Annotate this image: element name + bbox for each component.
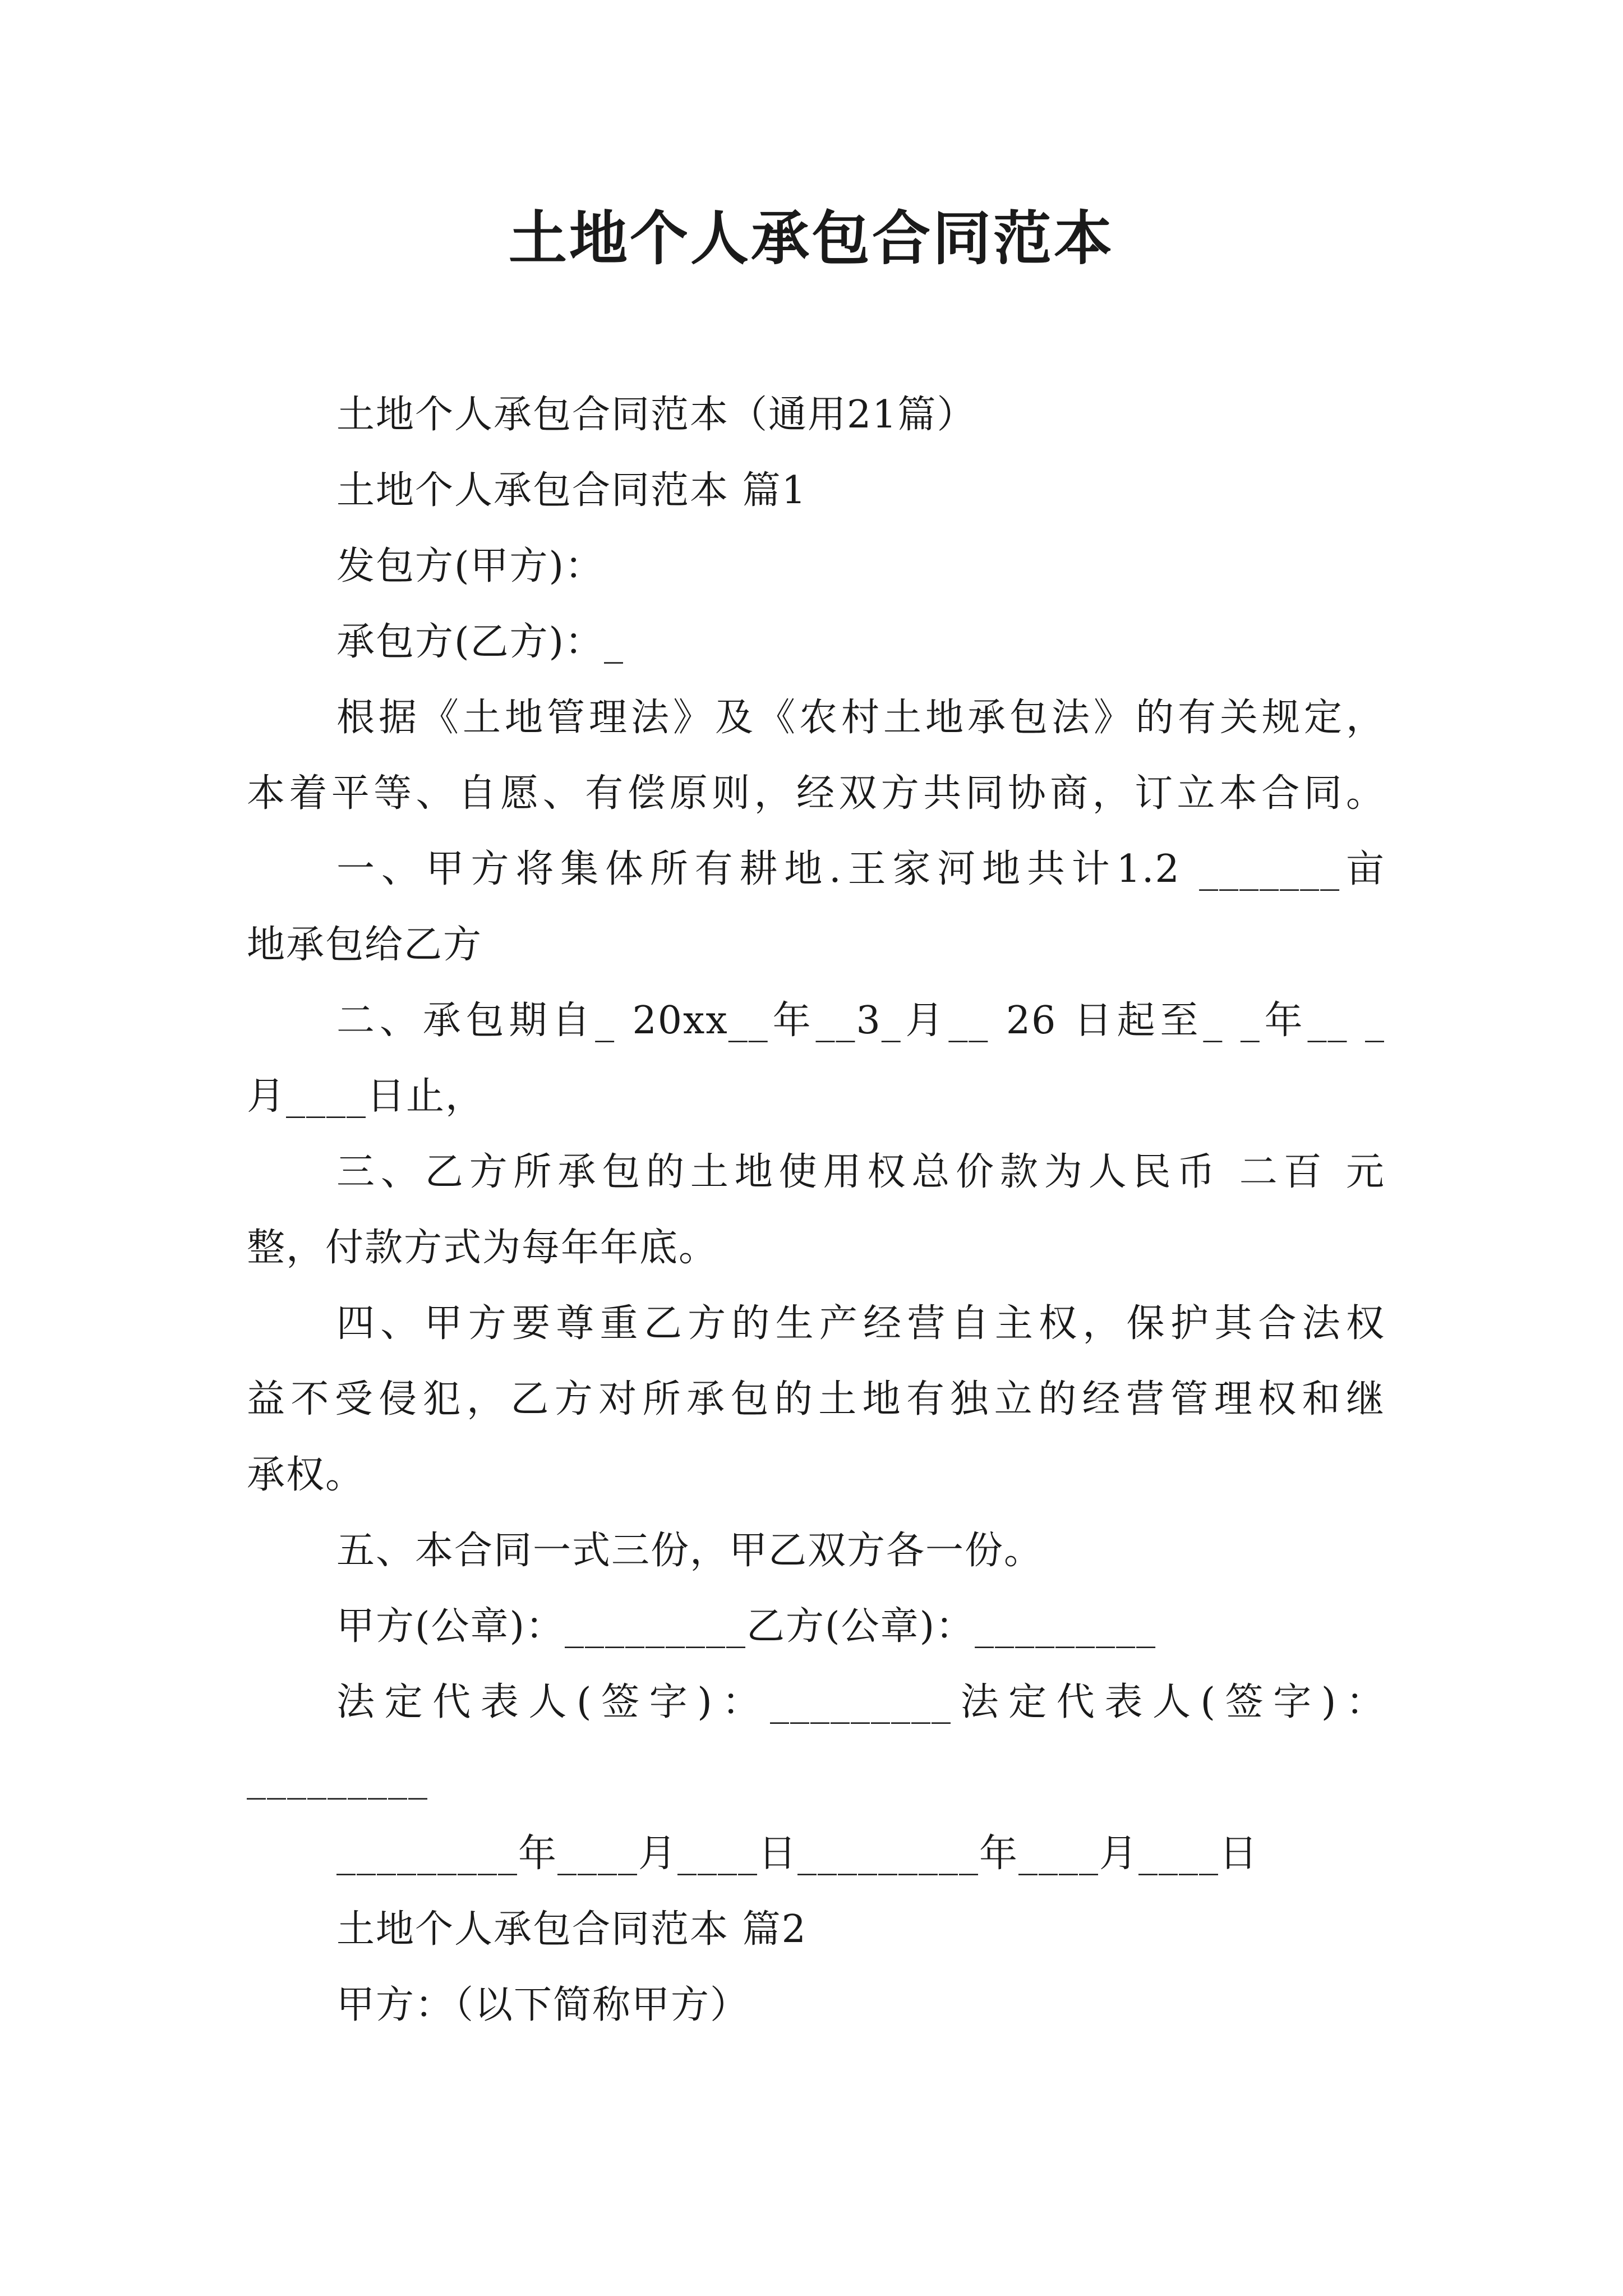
- representative-line: 法定代表人(签字)：_________法定代表人(签字)：: [336, 1680, 1385, 1724]
- paragraph-line: 本着平等、自愿、有偿原则，经双方共同协商，订立本合同。: [247, 771, 1385, 816]
- clause-5-line: 五、本合同一式三份，甲乙双方各一份。: [336, 1529, 1044, 1573]
- date-line: _________年____月____日_________年____月____日: [336, 1832, 1259, 1876]
- section-heading-2: 土地个人承包合同范本 篇2: [336, 1907, 807, 1952]
- clause-1-line: 一、甲方将集体所有耕地.王家河地共计1.2 _______亩: [336, 847, 1385, 891]
- party-a-line: 发包方(甲方)：: [336, 544, 605, 588]
- seal-line: 甲方(公章)：_________乙方(公章)：_________: [336, 1604, 1157, 1649]
- subtitle-line: 土地个人承包合同范本（通用21篇）: [336, 393, 976, 437]
- clause-2-line: 二、承包期自_ 20xx__年__3_月__ 26 日起至_ _年__ _: [336, 999, 1385, 1043]
- paragraph-line: 根据《土地管理法》及《农村土地承包法》的有关规定，: [336, 696, 1385, 740]
- clause-4-line: 益不受侵犯，乙方对所承包的土地有独立的经营管理权和继: [247, 1377, 1385, 1421]
- clause-4-line: 四、甲方要尊重乙方的生产经营自主权，保护其合法权: [336, 1301, 1385, 1346]
- party-b-line: 承包方(乙方)：_: [336, 620, 625, 664]
- section-heading-1: 土地个人承包合同范本 篇1: [336, 468, 807, 513]
- document-title: 土地个人承包合同范本: [508, 204, 1114, 273]
- clause-1-line: 地承包给乙方: [247, 923, 483, 967]
- clause-3-line: 整，付款方式为每年年底。: [247, 1226, 718, 1270]
- party-a-line-2: 甲方：（以下简称甲方）: [336, 1983, 750, 2027]
- clause-3-line: 三、乙方所承包的土地使用权总价款为人民币 二百 元: [336, 1150, 1385, 1194]
- clause-4-line: 承权。: [247, 1453, 365, 1497]
- clause-2-line: 月____日止，: [247, 1074, 485, 1119]
- representative-blank: _________: [247, 1756, 428, 1800]
